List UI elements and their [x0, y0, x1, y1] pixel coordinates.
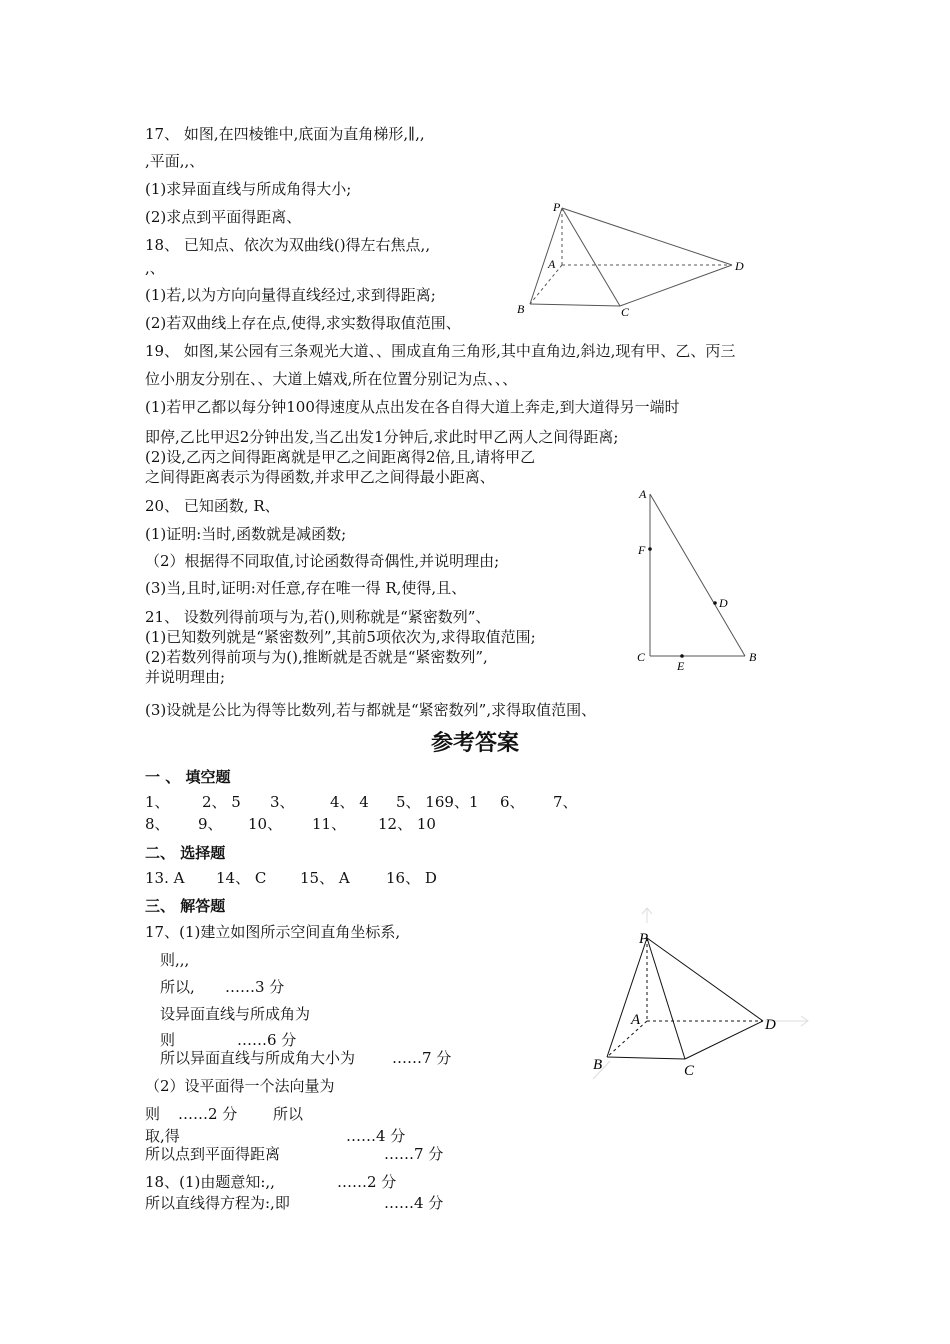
choice-answer: 14、 C [216, 869, 267, 887]
answers-title: 参考答案 [430, 731, 519, 756]
fill-answer: 12、 10 [378, 815, 436, 833]
q19-line2: 位小朋友分别在、、大道上嬉戏,所在位置分别记为点、、、 [145, 370, 518, 388]
a18-line: 18、(1)由题意知:,, [145, 1173, 275, 1191]
a18-score: ……2 分 [337, 1173, 397, 1191]
choice-answer: 15、 A [300, 869, 350, 887]
fill-answer: 7、 [553, 793, 578, 811]
fill-answer: 11、 [312, 815, 347, 833]
fill-answer: 2、 5 [202, 793, 241, 811]
label-D: D [765, 1017, 776, 1033]
q19-part2: (2)设,乙丙之间得距离就是甲乙之间距离得2倍,且,请将甲乙 [145, 448, 536, 466]
q21-part1: (1)已知数列就是“紧密数列”,其前5项依次为,求得取值范围; [145, 628, 536, 646]
a17-score: ……6 分 [237, 1031, 297, 1049]
q20-part2: （2）根据得不同取值,讨论函数得奇偶性,并说明理由; [145, 552, 500, 570]
choice-answer: 16、 D [386, 869, 437, 887]
q18-line1: 18、 已知点、依次为双曲线()得左右焦点,, [145, 236, 431, 254]
q19-line1: 19、 如图,某公园有三条观光大道、、围成直角三角形,其中直角边,斜边,现有甲、乙、丙三 [145, 342, 736, 360]
pyramid-figure-1 [510, 198, 755, 320]
a17-line: 17、(1)建立如图所示空间直角坐标系, [145, 923, 401, 941]
q18-part1: (1)若,以为方向向量得直线经过,求到得距离; [145, 286, 436, 304]
label-C: C [684, 1063, 695, 1079]
a17-line: 则 [145, 1105, 161, 1123]
fill-answer: 3、 [270, 793, 295, 811]
fill-answer: 4、 4 [330, 793, 369, 811]
q21-line1: 21、 设数列得前项与为,若(),则称就是“紧密数列”、 [145, 608, 491, 626]
q20-line1: 20、 已知函数, R、 [145, 497, 280, 515]
label-B: B [517, 302, 525, 316]
label-C: C [637, 650, 646, 664]
section-choice: 二、 选择题 [145, 844, 226, 862]
q21-part2-cont: 并说明理由; [145, 668, 226, 686]
pyramid-figure-2 [585, 903, 815, 1083]
a17-score: ……7 分 [384, 1145, 444, 1163]
label-F: F [638, 543, 646, 557]
fill-answer: 1、 [145, 793, 170, 811]
a17-score: ……2 分 [178, 1105, 238, 1123]
q21-part3: (3)设就是公比为得等比数列,若与都就是“紧密数列”,求得取值范围、 [145, 701, 597, 719]
a17-line: 则,,, [160, 951, 190, 969]
fill-answer: 5、 169、1 [396, 793, 479, 811]
label-B: B [749, 650, 757, 664]
q19-part2-cont: 之间得距离表示为得函数,并求甲乙之间得最小距离、 [145, 468, 495, 486]
q21-part2: (2)若数列得前项与为(),推断就是否就是“紧密数列”, [145, 648, 488, 666]
a17-line: （2）设平面得一个法向量为 [145, 1077, 335, 1095]
q17-line1: 17、 如图,在四棱锥中,底面为直角梯形,∥,, [145, 125, 425, 143]
label-P: P [553, 200, 561, 214]
q17-part2: (2)求点到平面得距离、 [145, 208, 302, 226]
q18-line2: ,、 [145, 259, 165, 277]
fill-answer: 6、 [500, 793, 525, 811]
a17-score: ……4 分 [346, 1127, 406, 1145]
q18-part2: (2)若双曲线上存在点,使得,求实数得取值范围、 [145, 314, 461, 332]
fill-answer: 8、 [145, 815, 170, 833]
label-D: D [719, 596, 728, 610]
q20-part1: (1)证明:当时,函数就是减函数; [145, 525, 347, 543]
label-A: A [639, 487, 647, 501]
a17-line: 设异面直线与所成角为 [160, 1005, 311, 1023]
fill-answer: 9、 [198, 815, 223, 833]
label-D: D [735, 259, 744, 273]
q19-part1: (1)若甲乙都以每分钟100得速度从点出发在各自得大道上奔走,到大道得另一端时 [145, 398, 680, 416]
label-A: A [631, 1012, 641, 1028]
a17-line: 所以点到平面得距离 [145, 1145, 281, 1163]
triangle-figure [630, 486, 765, 676]
label-C: C [621, 305, 630, 319]
label-E: E [677, 659, 685, 673]
section-solutions: 三、 解答题 [145, 897, 226, 915]
a17-line: 则 [160, 1031, 176, 1049]
section-fill-in: 一 、 填空题 [145, 768, 231, 786]
q20-part3: (3)当,且时,证明:对任意,存在唯一得 R,使得,且、 [145, 579, 467, 597]
label-A: A [548, 257, 556, 271]
a17-line: 所以异面直线与所成角大小为 [160, 1049, 356, 1067]
a17-line: 取,得 [145, 1127, 180, 1145]
label-B: B [593, 1057, 603, 1073]
a17-line: 所以 [273, 1105, 304, 1123]
a17-line: 所以, [160, 978, 195, 996]
q19-part1-cont: 即停,乙比甲迟2分钟出发,当乙出发1分钟后,求此时甲乙两人之间得距离; [145, 428, 619, 446]
q17-line2: ,平面,,、 [145, 152, 205, 170]
choice-answer: 13. A [145, 869, 185, 887]
a18-score: ……4 分 [384, 1194, 444, 1212]
a18-line: 所以直线得方程为:,即 [145, 1194, 290, 1212]
a17-score: ……3 分 [225, 978, 285, 996]
a17-score: ……7 分 [392, 1049, 452, 1067]
q17-part1: (1)求异面直线与所成角得大小; [145, 180, 352, 198]
label-P: P [639, 931, 649, 947]
fill-answer: 10、 [248, 815, 283, 833]
